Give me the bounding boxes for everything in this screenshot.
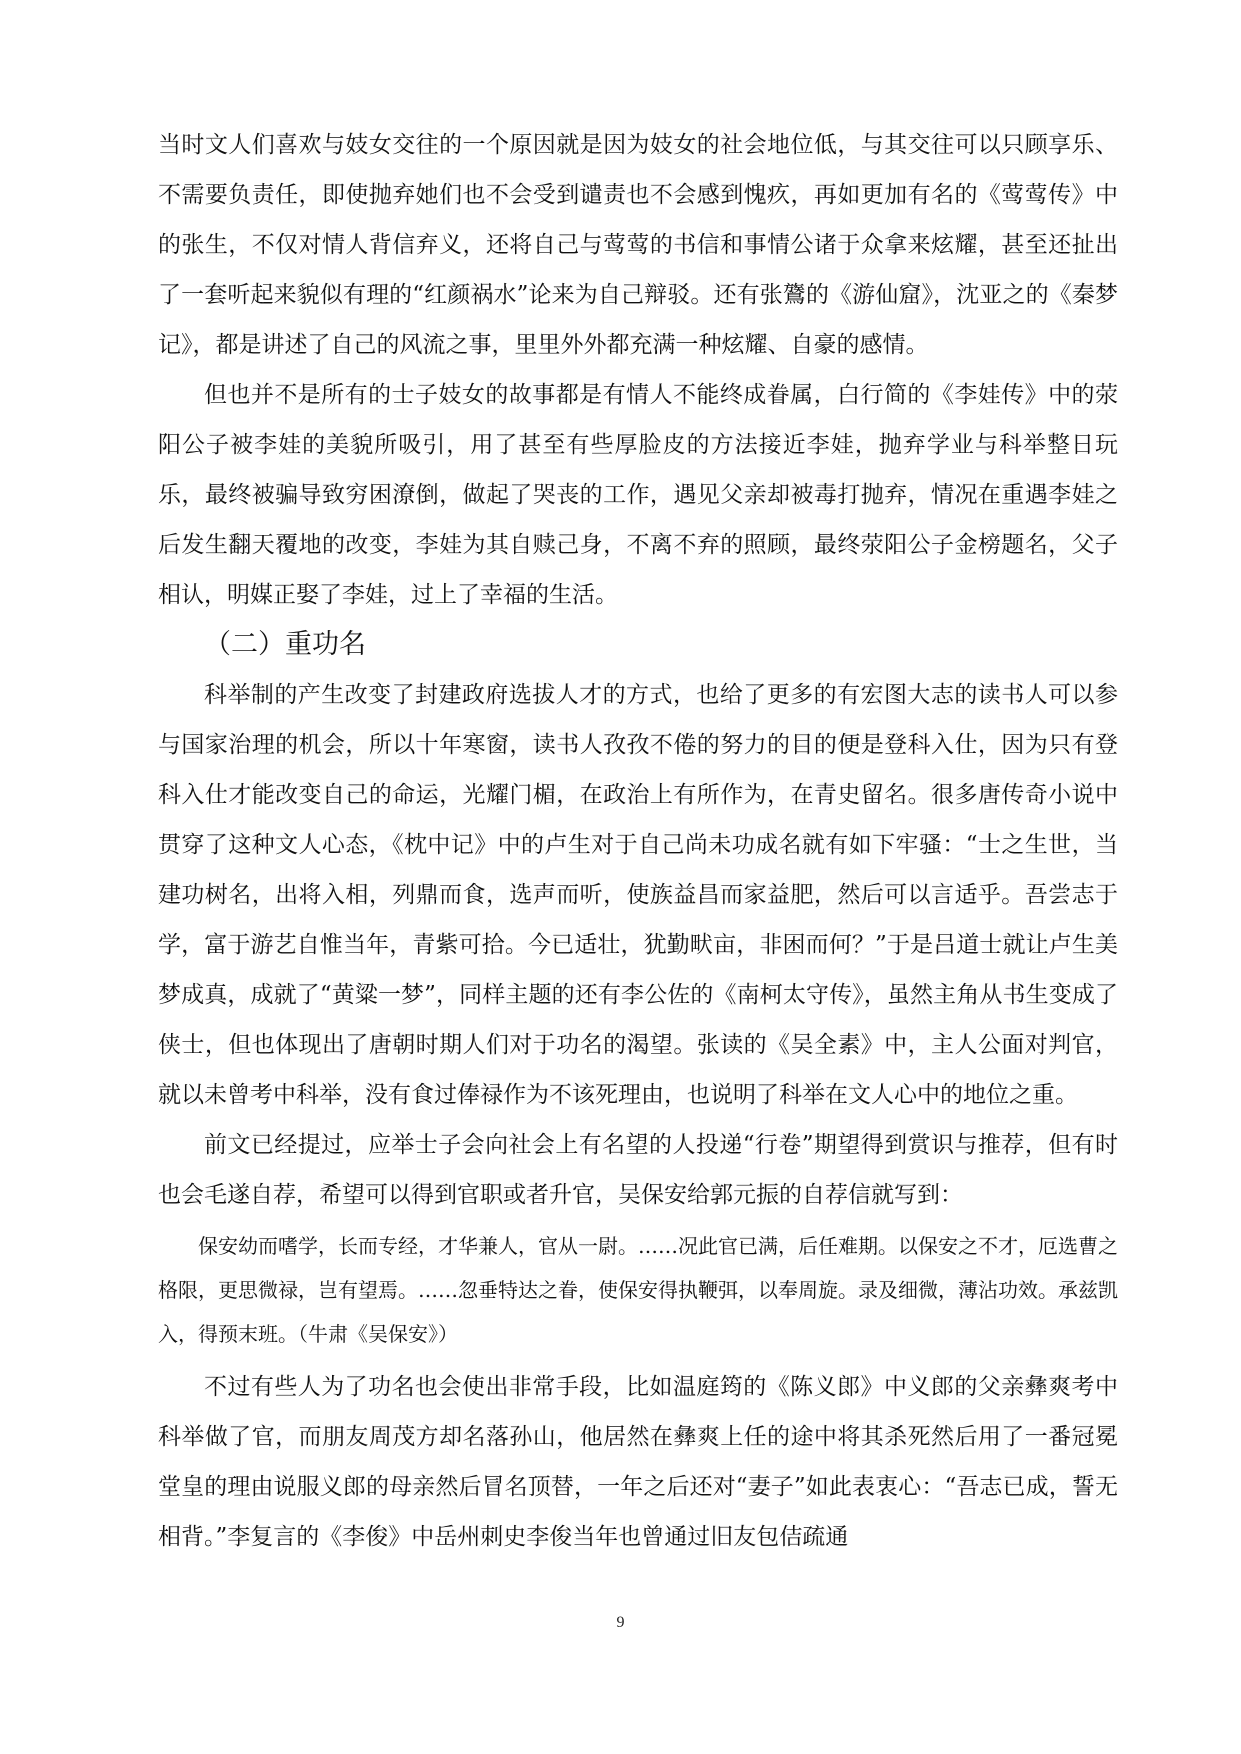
block-quote: 保安幼而嗜学，长而专经，才华兼人，官从一尉。……况此官已满，后任难期。以保安之不才，厄选曹之格限，更思微禄，岂有望焉。……忽垂特达之眷，使保安得执鞭弭，以奉周旋。录及细微，薄沾功效。承兹凯入，得预末班。（牛肃《吴保安》）	[158, 1234, 1118, 1346]
page-number: 9	[616, 1614, 625, 1631]
body-paragraph: 但也并不是所有的士子妓女的故事都是有情人不能终成眷属，白行简的《李娃传》中的荥阳公子被李娃的美貌所吸引，用了甚至有些厚脸皮的方法接近李娃，抛弃学业与科举整日玩乐，最终被骗导致穷困潦倒，做起了哭丧的工作，遇见父亲却被毒打抛弃，情况在重遇李娃之后发生翻天覆地的改变，李娃为其自赎己身，不离不弃的照顾，最终荥阳公子金榜题名，父子相认，明媒正娶了李娃，过上了幸福的生活。	[158, 382, 1118, 608]
section-heading: （二）重功名	[204, 629, 366, 660]
body-paragraph: 当时文人们喜欢与妓女交往的一个原因就是因为妓女的社会地位低，与其交往可以只顾享乐、不需要负责任，即使抛弃她们也不会受到谴责也不会感到愧疚，再如更加有名的《莺莺传》中的张生，不仅对情人背信弃义，还将自己与莺莺的书信和事情公诸于众拿来炫耀，甚至还扯出了一套听起来貌似有理的“红颜祸水”论来为自己辩驳。还有张鷟的《游仙窟》，沈亚之的《秦梦记》，都是讲述了自己的风流之事，里里外外都充满一种炫耀、自豪的感情。	[158, 132, 1118, 358]
body-paragraph: 前文已经提过，应举士子会向社会上有名望的人投递“行卷”期望得到赏识与推荐，但有时也会毛遂自荐，希望可以得到官职或者升官，吴保安给郭元振的自荐信就写到：	[158, 1132, 1118, 1208]
page-body	[158, 120, 1118, 1562]
body-paragraph: 不过有些人为了功名也会使出非常手段，比如温庭筠的《陈义郎》中义郎的父亲彝爽考中科举做了官，而朋友周茂方却名落孙山，他居然在彝爽上任的途中将其杀死然后用了一番冠冕堂皇的理由说服义郎的母亲然后冒名顶替，一年之后还对“妻子”如此表衷心：“吾志已成，誓无相背。”李复言的《李俊》中岳州刺史李俊当年也曾通过旧友包佶疏通	[158, 1374, 1118, 1550]
body-paragraph: 科举制的产生改变了封建政府选拔人才的方式，也给了更多的有宏图大志的读书人可以参与国家治理的机会，所以十年寒窗，读书人孜孜不倦的努力的目的便是登科入仕，因为只有登科入仕才能改变自己的命运，光耀门楣，在政治上有所作为，在青史留名。很多唐传奇小说中贯穿了这种文人心态，《枕中记》中的卢生对于自己尚未功成名就有如下牢骚：“士之生世，当建功树名，出将入相，列鼎而食，选声而听，使族益昌而家益肥，然后可以言适乎。吾尝志于学，富于游艺自惟当年，青紫可拾。今已适壮，犹勤畎亩，非困而何？”于是吕道士就让卢生美梦成真，成就了“黄粱一梦”，同样主题的还有李公佐的《南柯太守传》，虽然主角从书生变成了侠士，但也体现出了唐朝时期人们对于功名的渴望。张读的《吴全素》中，主人公面对判官，就以未曾考中科举，没有食过俸禄作为不该死理由，也说明了科举在文人心中的地位之重。	[158, 682, 1118, 1108]
